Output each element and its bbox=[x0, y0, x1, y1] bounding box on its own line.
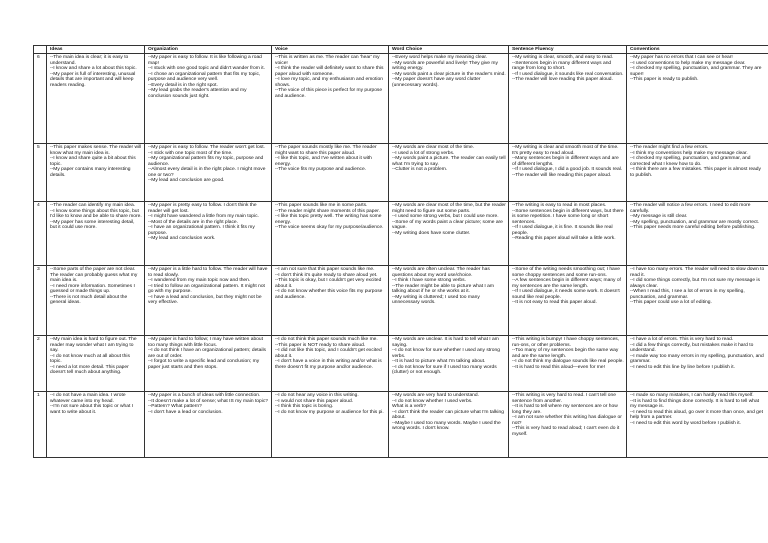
cell-word-choice bbox=[389, 392, 509, 458]
descriptor-line: --Some of the writing needs smoothing out; I have some choppy sentences and some run-ons. bbox=[512, 267, 620, 278]
score-cell: 3 bbox=[34, 266, 47, 336]
header-organization: Organization bbox=[145, 46, 272, 54]
descriptor-line: --This is written as me. The reader can 'hear' my voice! bbox=[275, 55, 380, 66]
descriptor-line: --I know some things about this topic, but I'd like to know and be able to share more. bbox=[50, 208, 142, 220]
descriptor-line: --I have an organizational pattern. I think it fits my purpose. bbox=[148, 225, 255, 236]
descriptor-line: --I need more information. Sometimes I guessed or made things up. bbox=[50, 283, 135, 295]
descriptor-line: --I think the reader will definitely want to share this paper aloud with someone. bbox=[275, 66, 384, 77]
descriptor-line: --Too many of my sentences begin the same way and are the same length. bbox=[512, 348, 619, 359]
descriptor-line: --The reader might share moments of this paper. bbox=[275, 208, 380, 214]
descriptor-line: --My paper doesn't have any word clutter (unnecessary words). bbox=[392, 77, 481, 88]
rubric-sheet bbox=[33, 45, 768, 458]
descriptor-line: --I like this topic pretty well. The writing has some energy. bbox=[275, 214, 382, 225]
cell-conventions bbox=[627, 54, 768, 144]
descriptor-line: --My paper has some interesting detail, but it could use more. bbox=[50, 219, 135, 231]
cell-voice bbox=[272, 144, 389, 202]
descriptor-line: --I used a lot of strong verbs. bbox=[392, 150, 455, 156]
descriptor-line: --My message is still clear. bbox=[630, 214, 688, 220]
cell-word-choice bbox=[389, 144, 509, 202]
descriptor-line: --My words are clear most of the time, but the reader might need to figure out some parts. bbox=[392, 203, 506, 214]
descriptor-line: --I am not sure whether this writing has dialogue or not? bbox=[512, 415, 622, 426]
descriptor-line: --The reader will like reading this paper aloud. bbox=[512, 172, 612, 178]
descriptor-line: --Every detail is in the right spot. bbox=[148, 82, 218, 88]
cell-ideas bbox=[47, 266, 145, 336]
descriptor-line: --Reading this paper aloud will take a little work. bbox=[512, 236, 616, 242]
score-cell: 4 bbox=[34, 202, 47, 266]
descriptor-line: --This paper is ready to publish. bbox=[630, 77, 699, 83]
descriptor-line: --My paper is hard to follow; I may have written about too many things with little focus. bbox=[148, 337, 263, 348]
table-row bbox=[34, 202, 768, 266]
table-row bbox=[34, 266, 768, 336]
cell-conventions bbox=[627, 336, 768, 392]
descriptor-line: --I don't think the reader can picture what I'm talking about. bbox=[392, 409, 504, 421]
cell-organization bbox=[145, 392, 272, 458]
cell-conventions bbox=[627, 392, 768, 458]
descriptor-line: --My main idea is hard to figure out. The reader may wonder what I am trying to say. bbox=[50, 337, 137, 354]
header-score bbox=[34, 46, 47, 54]
descriptor-line: --When I read this, I see a lot of errors in my spelling, punctuation, and grammar. bbox=[630, 289, 745, 300]
descriptor-line: --If I used dialogue, it sounds like real conversation. bbox=[512, 71, 624, 77]
descriptor-line: --It doesn't make a lot of sense; what IS my main topic? bbox=[148, 398, 268, 404]
descriptor-line: --I have a lead and conclusion, but they might not be very effective. bbox=[148, 294, 262, 306]
cell-organization bbox=[145, 54, 272, 144]
cell-conventions bbox=[627, 202, 768, 266]
descriptor-line: --It is hard to picture what I'm talking about. bbox=[392, 359, 486, 365]
table-row bbox=[34, 54, 768, 144]
descriptor-line: --My writing does have some clutter. bbox=[392, 230, 471, 236]
cell-organization bbox=[145, 336, 272, 392]
cell-conventions bbox=[627, 266, 768, 336]
header-sentence-fluency: Sentence Fluency bbox=[509, 46, 627, 54]
descriptor-line: --My paper is pretty easy to follow. I don't think the reader will get lost. bbox=[148, 203, 257, 214]
cell-sentence-fluency bbox=[509, 392, 627, 458]
descriptor-line: --I did a few things correctly, but mistakes make it hard to understand. bbox=[630, 342, 754, 354]
score-cell: 1 bbox=[34, 392, 47, 458]
descriptor-line: --Some of my words paint a clear picture; some are vague. bbox=[392, 219, 503, 231]
descriptor-line: --I did not like this topic, and I couldn't get excited about it. bbox=[275, 348, 382, 359]
descriptor-line: --Sentences begin in many different ways and range from long to short. bbox=[512, 60, 612, 72]
cell-ideas bbox=[47, 54, 145, 144]
descriptor-line: --The main idea is clear; it is easy to understand. bbox=[50, 55, 129, 66]
descriptor-line: --I need to edit this line by line before I publish it. bbox=[630, 364, 735, 370]
descriptor-line: --This paper sounds like me in some parts. bbox=[275, 203, 368, 208]
descriptor-line: --I tried to follow an organizational pattern. It might not go with my purpose. bbox=[148, 283, 265, 295]
descriptor-line: --Pattern? What pattern? bbox=[148, 404, 202, 410]
descriptor-line: --My writing is clear and smooth most of the time. It's pretty easy to read aloud. bbox=[512, 145, 619, 156]
descriptor-line: --I know and share quite a bit about this topic. bbox=[50, 156, 136, 167]
cell-word-choice bbox=[389, 202, 509, 266]
descriptor-line: --Many sentences begin in different ways and are of different lengths. bbox=[512, 156, 619, 167]
descriptor-line: --My paper is full of interesting, unusual details that are important and will keep readers reading. bbox=[50, 71, 136, 88]
descriptor-line: --Every word helps make my meaning clear. bbox=[392, 55, 488, 60]
cell-word-choice bbox=[389, 54, 509, 144]
descriptor-line: --I did some things correctly, but I'm not sure my message is always clear. bbox=[630, 278, 760, 289]
descriptor-line: --Almost every detail is in the right place. I might move one or two? bbox=[148, 167, 266, 178]
descriptor-line: --I do not know whether I used verbs. bbox=[392, 398, 473, 404]
descriptor-line: --My writing is cluttered; I used too many unnecessary words. bbox=[392, 294, 480, 306]
descriptor-line: --I have too many errors. The reader will need to slow down to read it. bbox=[630, 267, 765, 278]
cell-sentence-fluency bbox=[509, 202, 627, 266]
cell-voice bbox=[272, 202, 389, 266]
descriptor-line: --There is not much detail about the general ideas. bbox=[50, 294, 128, 306]
descriptor-line: --I do not know whether this voice fits my purpose and audience. bbox=[275, 289, 383, 300]
descriptor-line: --The reader will notice a few errors. I need to edit more carefully. bbox=[630, 203, 751, 214]
header-ideas: Ideas bbox=[47, 46, 145, 54]
descriptor-line: --I think I have some strong verbs. bbox=[392, 278, 466, 284]
cell-voice bbox=[272, 266, 389, 336]
descriptor-line: --My words are very hard to understand. bbox=[392, 393, 479, 398]
descriptor-line: --Maybe I used too many words. Maybe I used the wrong words. I don't know. bbox=[392, 420, 501, 432]
descriptor-line: --I made so many mistakes, I can hardly read this myself. bbox=[630, 393, 754, 398]
descriptor-line: --I might have wandered a little from my main topic. bbox=[148, 214, 259, 220]
descriptor-line: --The reader will love reading this paper aloud. bbox=[512, 77, 613, 83]
descriptor-line: --This paper makes sense. The reader will know what my main idea is. bbox=[50, 145, 142, 156]
descriptor-line: --I forgot to write a specific lead and conclusion; my paper just starts and then stops. bbox=[148, 359, 260, 370]
descriptor-line: --My paper is easy to follow. The reader won't get lost. bbox=[148, 145, 265, 150]
descriptor-line: --I would not share this paper aloud. bbox=[275, 398, 354, 404]
descriptor-line: --Most of the details are in the right place. bbox=[148, 219, 238, 225]
cell-organization bbox=[145, 202, 272, 266]
table-row bbox=[34, 392, 768, 458]
descriptor-line: --A few sentences begin in different ways; many of my sentences are the same length. bbox=[512, 278, 621, 289]
descriptor-line: --The voice of this piece is perfect for my purpose and audience. bbox=[275, 88, 383, 99]
descriptor-line: --Some sentences begin in different ways, but there is some repetition. I have some long or short sentences. bbox=[512, 208, 624, 225]
score-cell: 6 bbox=[34, 54, 47, 144]
descriptor-line: --I wandered from my main topic now and then. bbox=[148, 278, 251, 284]
cell-voice bbox=[272, 336, 389, 392]
header-conventions: Conventions bbox=[627, 46, 768, 54]
descriptor-line: --My words are clear most of the time. bbox=[392, 145, 475, 150]
descriptor-line: --I do not know for sure whether I used any strong verbs. bbox=[392, 348, 500, 359]
descriptor-line: --My paper contains many interesting details. bbox=[50, 167, 131, 178]
descriptor-line: --I don't think it's quite ready to share aloud yet. bbox=[275, 272, 378, 278]
descriptor-line: --I know and share a lot about this topic. bbox=[50, 66, 137, 72]
descriptor-line: --The voice fits my purpose and audience. bbox=[275, 167, 367, 173]
cell-word-choice bbox=[389, 266, 509, 336]
descriptor-line: --I checked my spelling, punctuation, and grammar. They are super! bbox=[630, 66, 762, 77]
descriptor-line: --I like this topic, and I've written about it with energy. bbox=[275, 156, 372, 167]
descriptor-line: --I stick with one topic most of the time. bbox=[148, 150, 233, 156]
descriptor-line: --My words are often unclear. The reader has questions about my word use/choice. bbox=[392, 267, 490, 278]
cell-voice bbox=[272, 392, 389, 458]
descriptor-line: --My words are powerful and lively! They give my writing energy. bbox=[392, 60, 498, 72]
descriptor-line: --My lead and conclusion work. bbox=[148, 236, 216, 242]
cell-organization bbox=[145, 144, 272, 202]
cell-ideas bbox=[47, 336, 145, 392]
descriptor-line: --I do not think I have an organizational pattern; details are out of order. bbox=[148, 348, 266, 359]
cell-conventions bbox=[627, 144, 768, 202]
descriptor-line: --I do not know much at all about this topic. bbox=[50, 353, 130, 365]
descriptor-line: --My lead and conclusion are good. bbox=[148, 178, 225, 184]
descriptor-line: --The writing is easy to read in most places. bbox=[512, 203, 607, 208]
descriptor-line: --This is very hard to read aloud; I can't even do it myself. bbox=[512, 426, 620, 437]
descriptor-line: What is a verb? bbox=[392, 404, 426, 410]
cell-sentence-fluency bbox=[509, 336, 627, 392]
descriptor-line: --The reader might find a few errors. bbox=[630, 145, 709, 150]
descriptor-line: --I do not hear any voice in this writing. bbox=[275, 393, 359, 398]
cell-sentence-fluency bbox=[509, 266, 627, 336]
descriptor-line: --My words are unclear. It is hard to tell what I am saying. bbox=[392, 337, 499, 348]
descriptor-line: --I made way too many errors in my spelling, punctuation, and grammar. bbox=[630, 353, 764, 365]
descriptor-line: --My paper is a bunch of ideas with little connection. bbox=[148, 393, 261, 398]
six-traits-rubric-table bbox=[33, 45, 768, 458]
descriptor-line: --My organizational pattern fits my topic, purpose and audience. bbox=[148, 156, 264, 167]
descriptor-line: --I do not think this paper sounds much like me. bbox=[275, 337, 378, 342]
descriptor-line: --I do not have a main idea. I wrote whatever came into my head. bbox=[50, 393, 126, 404]
descriptor-line: --I do not know my purpose or audience for this pi. bbox=[275, 409, 384, 415]
descriptor-line: --I have a lot of errors. This is very hard to read. bbox=[630, 337, 734, 342]
descriptor-line: --I checked my spelling, punctuation, and grammar, and corrected what I knew how to do. bbox=[630, 156, 751, 167]
descriptor-line: --Clutter is not a problem. bbox=[392, 167, 448, 173]
descriptor-line: --If I used dialogue, it is fine. It sounds like real people. bbox=[512, 225, 613, 236]
score-cell: 2 bbox=[34, 336, 47, 392]
descriptor-line: --The reader can identify my main idea. bbox=[50, 203, 136, 208]
descriptor-line: --My writing is clear, smooth, and easy to read. bbox=[512, 55, 614, 60]
cell-ideas bbox=[47, 392, 145, 458]
descriptor-line: --I think this topic is boring. bbox=[275, 404, 334, 410]
cell-organization bbox=[145, 266, 272, 336]
descriptor-line: --The reader might be able to picture what I am talking about if he or she works at it. bbox=[392, 283, 494, 295]
cell-voice bbox=[272, 54, 389, 144]
cell-word-choice bbox=[389, 336, 509, 392]
descriptor-line: --This writing is very hard to read. I can't tell one sentence from another. bbox=[512, 393, 616, 404]
descriptor-line: --I do not think my dialogue sounds like real people. bbox=[512, 359, 624, 365]
descriptor-line: --I need to edit this word by word before I publish it. bbox=[630, 420, 741, 426]
descriptor-line: --I do not know for sure if I used too many words (clutter) or not enough. bbox=[392, 364, 497, 376]
descriptor-line: --I don't have a lead or conclusion. bbox=[148, 409, 223, 415]
descriptor-line: --My paper is easy to follow. It is like following a road map! bbox=[148, 55, 262, 66]
table-row bbox=[34, 144, 768, 202]
descriptor-line: --My lead grabs the reader's attention and my conclusion sounds just right. bbox=[148, 88, 247, 99]
descriptor-line: --I don't have a voice in this writing and/or what is there doesn't fit my purpose and/or audience. bbox=[275, 359, 382, 370]
descriptor-line: --This topic is okay, but I couldn't get very excited about it. bbox=[275, 278, 382, 289]
rubric-body bbox=[34, 54, 768, 458]
descriptor-line: --My words paint a clear picture in the reader's mind. bbox=[392, 71, 506, 77]
descriptor-line: --It is hard to tell where my sentences are or how long they are. bbox=[512, 404, 618, 415]
descriptor-line: --I need a lot more detail. This paper doesn't tell much about anything. bbox=[50, 364, 129, 376]
descriptor-line: --This paper could use a lot of editing. bbox=[630, 300, 712, 306]
descriptor-line: --This writing is bumpy! I have choppy sentences, run-ons, or other problems. bbox=[512, 337, 620, 348]
descriptor-line: --I used some strong verbs, but I could use more. bbox=[392, 214, 499, 220]
descriptor-line: --I need to read this aloud, go over it more than once, and get help from a partner. bbox=[630, 409, 763, 421]
descriptor-line: --The paper sounds mostly like me. The reader might want to share this paper aloud. bbox=[275, 145, 377, 156]
descriptor-line: --It is hard to find things done correctly. It is hard to tell what my message is. bbox=[630, 398, 760, 410]
descriptor-line: --I stuck with one good topic and didn't wander from it. bbox=[148, 66, 266, 72]
cell-ideas bbox=[47, 202, 145, 266]
descriptor-line: --My paper is a little hard to follow. The reader will have to read slowly. bbox=[148, 267, 268, 278]
descriptor-line: --It is hard to read this aloud—even for me! bbox=[512, 364, 605, 370]
descriptor-line: --My words paint a picture. The reader can easily tell what I'm trying to say. bbox=[392, 156, 506, 167]
score-cell: 5 bbox=[34, 144, 47, 202]
header-word-choice: Word Choice bbox=[389, 46, 509, 54]
descriptor-line: --I think there are a few mistakes. This paper is almost ready to publish. bbox=[630, 167, 761, 178]
header-voice: Voice bbox=[272, 46, 389, 54]
cell-sentence-fluency bbox=[509, 144, 627, 202]
table-row bbox=[34, 336, 768, 392]
descriptor-line: --I used conventions to help make my message clear. bbox=[630, 60, 746, 66]
descriptor-line: --I chose an organizational pattern that fits my topic, purpose and audience very well. bbox=[148, 71, 261, 83]
descriptor-line: --If I used dialogue, I did a good job. It sounds real. bbox=[512, 167, 623, 173]
header-row bbox=[34, 46, 768, 54]
descriptor-line: --I'm not sure about this topic or what I want to write about it. bbox=[50, 404, 134, 415]
descriptor-line: --This paper needs more careful editing before publishing. bbox=[630, 225, 756, 231]
descriptor-line: --I love my topic, and my enthusiasm and emotion shows. bbox=[275, 77, 383, 88]
descriptor-line: --My spelling, punctuation, and grammar are mostly correct. bbox=[630, 219, 760, 225]
descriptor-line: --Some parts of the paper are not clear. The reader can probably guess what my main idea is. bbox=[50, 267, 138, 284]
cell-sentence-fluency bbox=[509, 54, 627, 144]
descriptor-line: --My paper has no errors that I can see or hear! bbox=[630, 55, 733, 60]
cell-ideas bbox=[47, 144, 145, 202]
descriptor-line: --I think my conventions help make my message clear. bbox=[630, 150, 748, 156]
descriptor-line: --If I used dialogue, it needs some work. It doesn't sound like real people. bbox=[512, 289, 620, 300]
descriptor-line: --It is not easy to read this paper aloud. bbox=[512, 300, 597, 306]
descriptor-line: --This paper is NOT ready to share aloud. bbox=[275, 342, 366, 348]
descriptor-line: --The voice seems okay for my purpose/audience. bbox=[275, 225, 384, 231]
descriptor-line: --I am not sure that this paper sounds like me. bbox=[275, 267, 375, 272]
